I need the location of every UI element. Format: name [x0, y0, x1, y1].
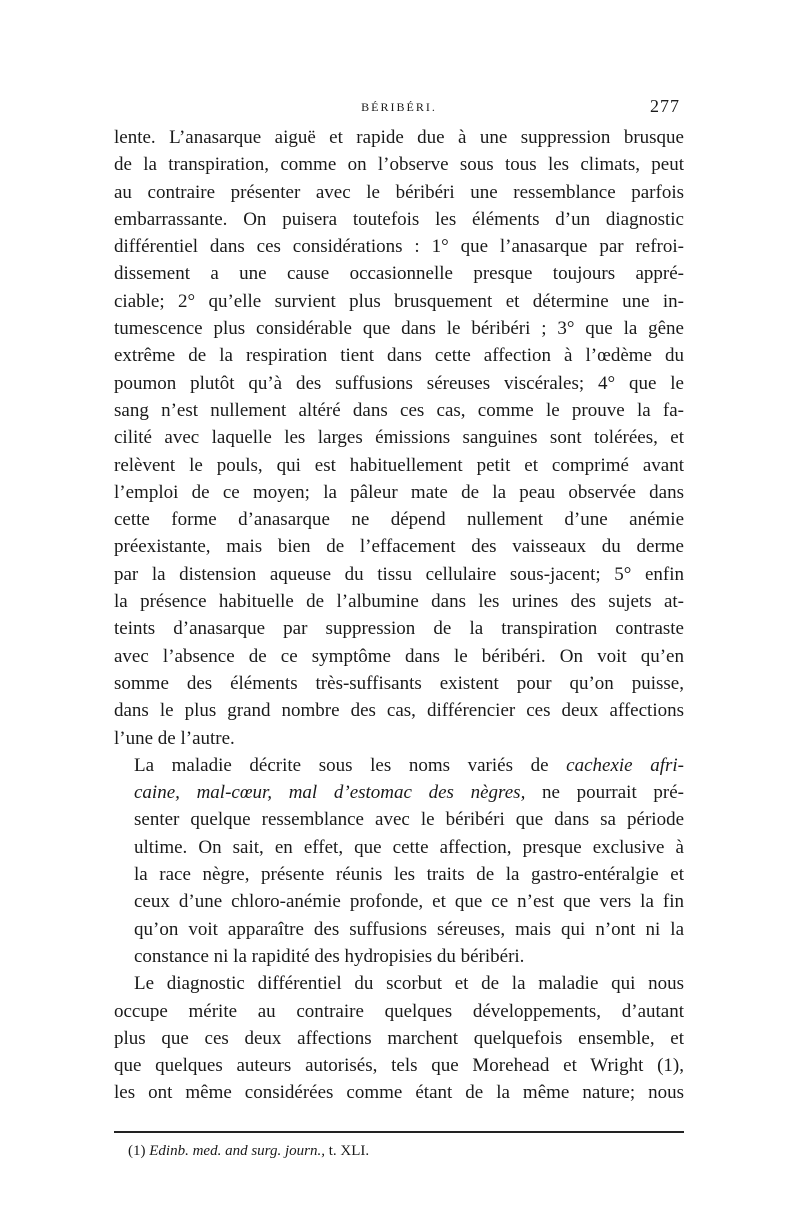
text-line: occupe mérite au contraire quelques développements, d’autant	[114, 1000, 684, 1022]
text-line: sang n’est nullement altéré dans ces cas, comme le prouve la fa-	[114, 399, 684, 421]
text-line: poumon plutôt qu’à des suffusions séreuses viscérales; 4° que le	[114, 372, 684, 394]
text-line: avec l’absence de ce symptôme dans le béribéri. On voit qu’en	[114, 645, 684, 667]
page-number: 277	[650, 96, 680, 116]
text-line: somme des éléments très-suffisants existent pour qu’on puisse,	[114, 672, 684, 694]
text-line: les ont même considérées comme étant de la même nature; nous	[114, 1082, 684, 1104]
text-line: tumescence plus considérable que dans le béribéri ; 3° que la gêne	[114, 318, 684, 340]
text-line: l’emploi de ce moyen; la pâleur mate de la peau observée dans	[114, 481, 684, 503]
text-line: ultime. On sait, en effet, que cette affection, presque exclusive à	[134, 836, 684, 858]
body-text	[114, 124, 684, 1107]
text-line: qu’on voit apparaître des suffusions séreuses, mais qui n’ont ni la	[134, 918, 684, 940]
text-line: dissement a une cause occasionnelle presque toujours appré-	[114, 263, 684, 285]
text-line: l’une de l’autre.	[114, 727, 235, 749]
text-line: plus que ces deux affections marchent quelquefois ensemble, et	[114, 1027, 684, 1049]
text-line: cilité avec laquelle les larges émissions sanguines sont tolérées, et	[114, 427, 684, 449]
text-line: dans le plus grand nombre des cas, différencier ces deux affections	[114, 700, 684, 722]
text-line: relèvent le pouls, qui est habituellement petit et comprimé avant	[114, 454, 684, 476]
text-line: ciable; 2° qu’elle survient plus brusquement et détermine une in-	[114, 290, 684, 312]
text-line: constance ni la rapidité des hydropisies du béribéri.	[134, 945, 525, 967]
footnote-source-volume: t. XLI.	[324, 1142, 370, 1159]
text-line: la présence habituelle de l’albumine dans les urines des sujets at-	[114, 591, 684, 613]
text-line: que quelques auteurs autorisés, tels que Morehead et Wright (1),	[114, 1055, 684, 1077]
running-title: BÉRIBÉRI.	[361, 100, 437, 114]
paragraph-3	[114, 970, 684, 1106]
running-head	[114, 96, 684, 124]
text-line: de la transpiration, comme on l’observe sous tous les climats, peut	[114, 154, 684, 176]
page	[114, 96, 684, 1160]
text-line: différentiel dans ces considérations : 1° que l’anasarque par refroi-	[114, 236, 684, 258]
footnote	[114, 1143, 684, 1160]
text-line: ceux d’une chloro-anémie profonde, et que ce n’est que vers la fin	[134, 891, 684, 913]
paragraph-1	[114, 124, 684, 752]
text-line: par la distension aqueuse du tissu cellulaire sous-jacent; 5° enfin	[114, 563, 684, 585]
paragraph-2	[114, 752, 684, 970]
italic-term: caine, mal-cœur, mal d’estomac des nègres,	[134, 782, 526, 804]
footnote-reference	[149, 1143, 369, 1159]
text-line: extrême de la respiration tient dans cette affection à l’œdème du	[114, 345, 684, 367]
footnote-rule	[114, 1131, 684, 1133]
text-line-mixed	[114, 779, 684, 806]
text-line: préexistante, mais bien de l’effacement des vaisseaux du derme	[114, 536, 684, 558]
text-line: embarrassante. On puisera toutefois les éléments d’un diagnostic	[114, 208, 684, 230]
text-line: teints d’anasarque par suppression de la transpiration contraste	[114, 618, 684, 640]
text-line: Le diagnostic différentiel du scorbut et de la maladie qui nous	[134, 973, 684, 995]
footnote-source-italic: Edinb. med. and surg. journ.,	[149, 1142, 325, 1159]
text-line: lente. L’anasarque aiguë et rapide due à une suppression brusque	[114, 127, 684, 148]
text-line: cette forme d’anasarque ne dépend nullement d’une anémie	[114, 509, 684, 531]
text-run: La maladie décrite sous les noms variés de	[134, 754, 567, 776]
footnote-marker: (1)	[128, 1142, 146, 1159]
italic-term: cachexie afri-	[566, 754, 684, 776]
text-line: la race nègre, présente réunis les traits de la gastro-entéralgie et	[134, 864, 684, 886]
text-line: au contraire présenter avec le béribéri une ressemblance parfois	[114, 181, 684, 203]
text-line-mixed	[114, 752, 684, 779]
text-run: ne pourrait pré-	[525, 782, 684, 804]
text-line: senter quelque ressemblance avec le béribéri que dans sa période	[134, 809, 684, 831]
